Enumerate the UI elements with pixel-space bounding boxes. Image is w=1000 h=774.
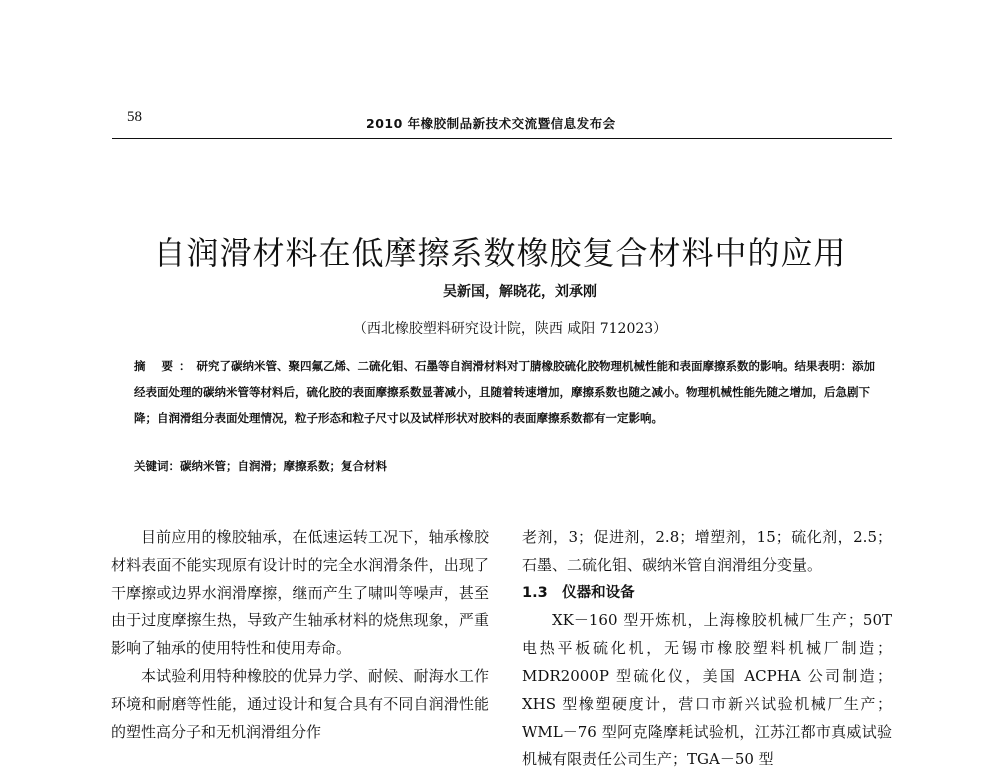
abstract-text: 研究了碳纳米管、聚四氟乙烯、二硫化钼、石墨等自润滑材料对丁腈橡胶硫化胶物理机械性能和表面摩擦系数的影响。结果表明：添加经表面处理的碳纳米管等材料后，硫化胶的表面摩擦系数显著减小，且随着转速增加，摩擦系数也随之减小。物理机械性能先随之增加，后急剧下降；自润滑组分表面处理情况，粒子形态和粒子尺寸以及试样形状对胶料的表面摩擦系数都有一定影响。 (134, 359, 876, 425)
affiliation: （西北橡胶塑料研究设计院，陕西 咸阳 712023） (352, 321, 668, 337)
keywords-label: 关键词： (134, 459, 180, 473)
body-paragraph: 老剂，3；促进剂，2.8；增塑剂，15；硫化剂，2.5；石墨、二硫化钼、碳纳米管自润滑组分变量。 (522, 528, 892, 574)
body-paragraph: 目前应用的橡胶轴承，在低速运转工况下，轴承橡胶材料表面不能实现原有设计时的完全水润滑条件，出现了干摩擦或边界水润滑摩擦，继而产生了啸叫等噪声，甚至由于过度摩擦生热，导致产生轴承材料的烧焦现象，严重影响了轴承的使用特性和使用寿命。 (111, 528, 489, 658)
body-paragraph: 本试验利用特种橡胶的优异力学、耐候、耐海水工作环境和耐磨等性能，通过设计和复合具有不同自润滑性能的塑性高分子和无机润滑组分作 (111, 666, 489, 741)
abstract (134, 353, 886, 431)
left-column (111, 524, 489, 746)
article-title: 自润滑材料在低摩擦系数橡胶复合材料中的应用 (153, 234, 847, 273)
keywords-text: 碳纳米管；自润滑；摩擦系数；复合材料 (180, 459, 387, 473)
abstract-label: 摘 要： (134, 359, 197, 373)
authors: 吴新国，解晓花，刘承刚 (443, 284, 597, 300)
right-column (522, 524, 892, 774)
header-rule (112, 138, 892, 139)
page-number: 58 (127, 109, 142, 125)
running-header: 2010 年橡胶制品新技术交流暨信息发布会 (366, 116, 616, 131)
section-heading: 1.3 仪器和设备 (522, 584, 635, 601)
body-paragraph: XK－160 型开炼机，上海橡胶机械厂生产；50T 电热平板硫化机，无锡市橡胶塑料机械厂制造；MDR2000P 型硫化仪，美国 ACPHA 公司制造；XHS 型橡塑硬度计，营口市新兴试验机械厂生产；WML－76 型阿克隆摩耗试验机，江苏江都市真威试验机械有限责任公司生产；TGA－50 型 (522, 611, 892, 769)
keywords (134, 456, 886, 476)
